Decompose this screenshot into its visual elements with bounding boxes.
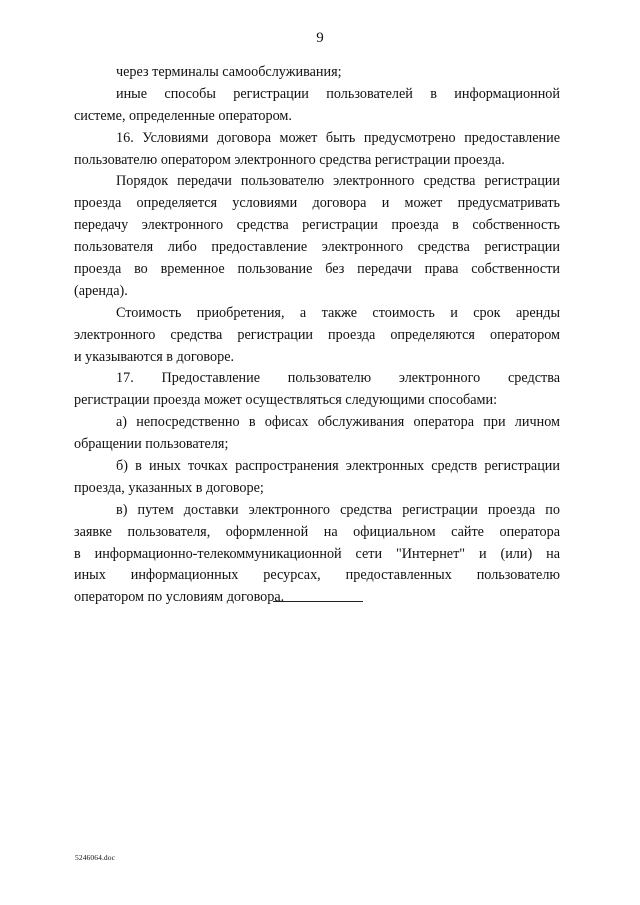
text-line: пользователя либо предоставление электронного средства регистрации bbox=[74, 239, 560, 256]
text-line: (аренда). bbox=[74, 282, 128, 299]
text-line: в информационно-телекоммуникационной сети "Интернет" и (или) на bbox=[74, 545, 560, 562]
text-line: в) путем доставки электронного средства регистрации проезда по bbox=[116, 501, 560, 518]
text-line: а) непосредственно в офисах обслуживания оператора при личном bbox=[116, 414, 560, 431]
text-line: проезда во временное пользование без передачи права собственности bbox=[74, 261, 560, 278]
text-line: оператором по условиям договора. bbox=[74, 589, 285, 606]
text-line: 17. Предоставление пользователю электронного средства bbox=[116, 370, 560, 387]
text-line: заявке пользователя, оформленной на официальном сайте оператора bbox=[74, 523, 560, 540]
text-line: через терминалы самообслуживания; bbox=[116, 64, 342, 80]
text-line: иные способы регистрации пользователей в информационной bbox=[116, 85, 560, 102]
text-line: б) в иных точках распространения электронных средств регистрации bbox=[116, 458, 560, 475]
text-line: регистрации проезда может осуществляться следующими способами: bbox=[74, 392, 498, 409]
text-line: и указываются в договоре. bbox=[74, 348, 235, 365]
text-line: обращении пользователя; bbox=[74, 436, 229, 453]
text-line: проезда определяется условиями договора и может предусматривать bbox=[74, 195, 560, 212]
text-line: пользователю оператором электронного средства регистрации проезда. bbox=[74, 151, 505, 168]
text-line: проезда, указанных в договоре; bbox=[74, 479, 264, 496]
text-line: иных информационных ресурсах, предоставленных пользователю bbox=[74, 567, 560, 584]
text-line: 16. Условиями договора может быть предусмотрено предоставление bbox=[116, 129, 560, 146]
document-file-code: 5246064.doc bbox=[75, 853, 116, 862]
text-line: Порядок передачи пользователю электронного средства регистрации bbox=[116, 173, 560, 190]
end-of-document-rule bbox=[273, 601, 363, 602]
text-line: передачу электронного средства регистрации проезда в собственность bbox=[74, 217, 560, 234]
text-line: электронного средства регистрации проезда определяются оператором bbox=[74, 326, 560, 343]
text-line: системе, определенные оператором. bbox=[74, 107, 292, 124]
text-line: Стоимость приобретения, а также стоимость и срок аренды bbox=[116, 304, 560, 321]
document-body bbox=[74, 62, 560, 609]
page-number: 9 bbox=[316, 30, 324, 46]
